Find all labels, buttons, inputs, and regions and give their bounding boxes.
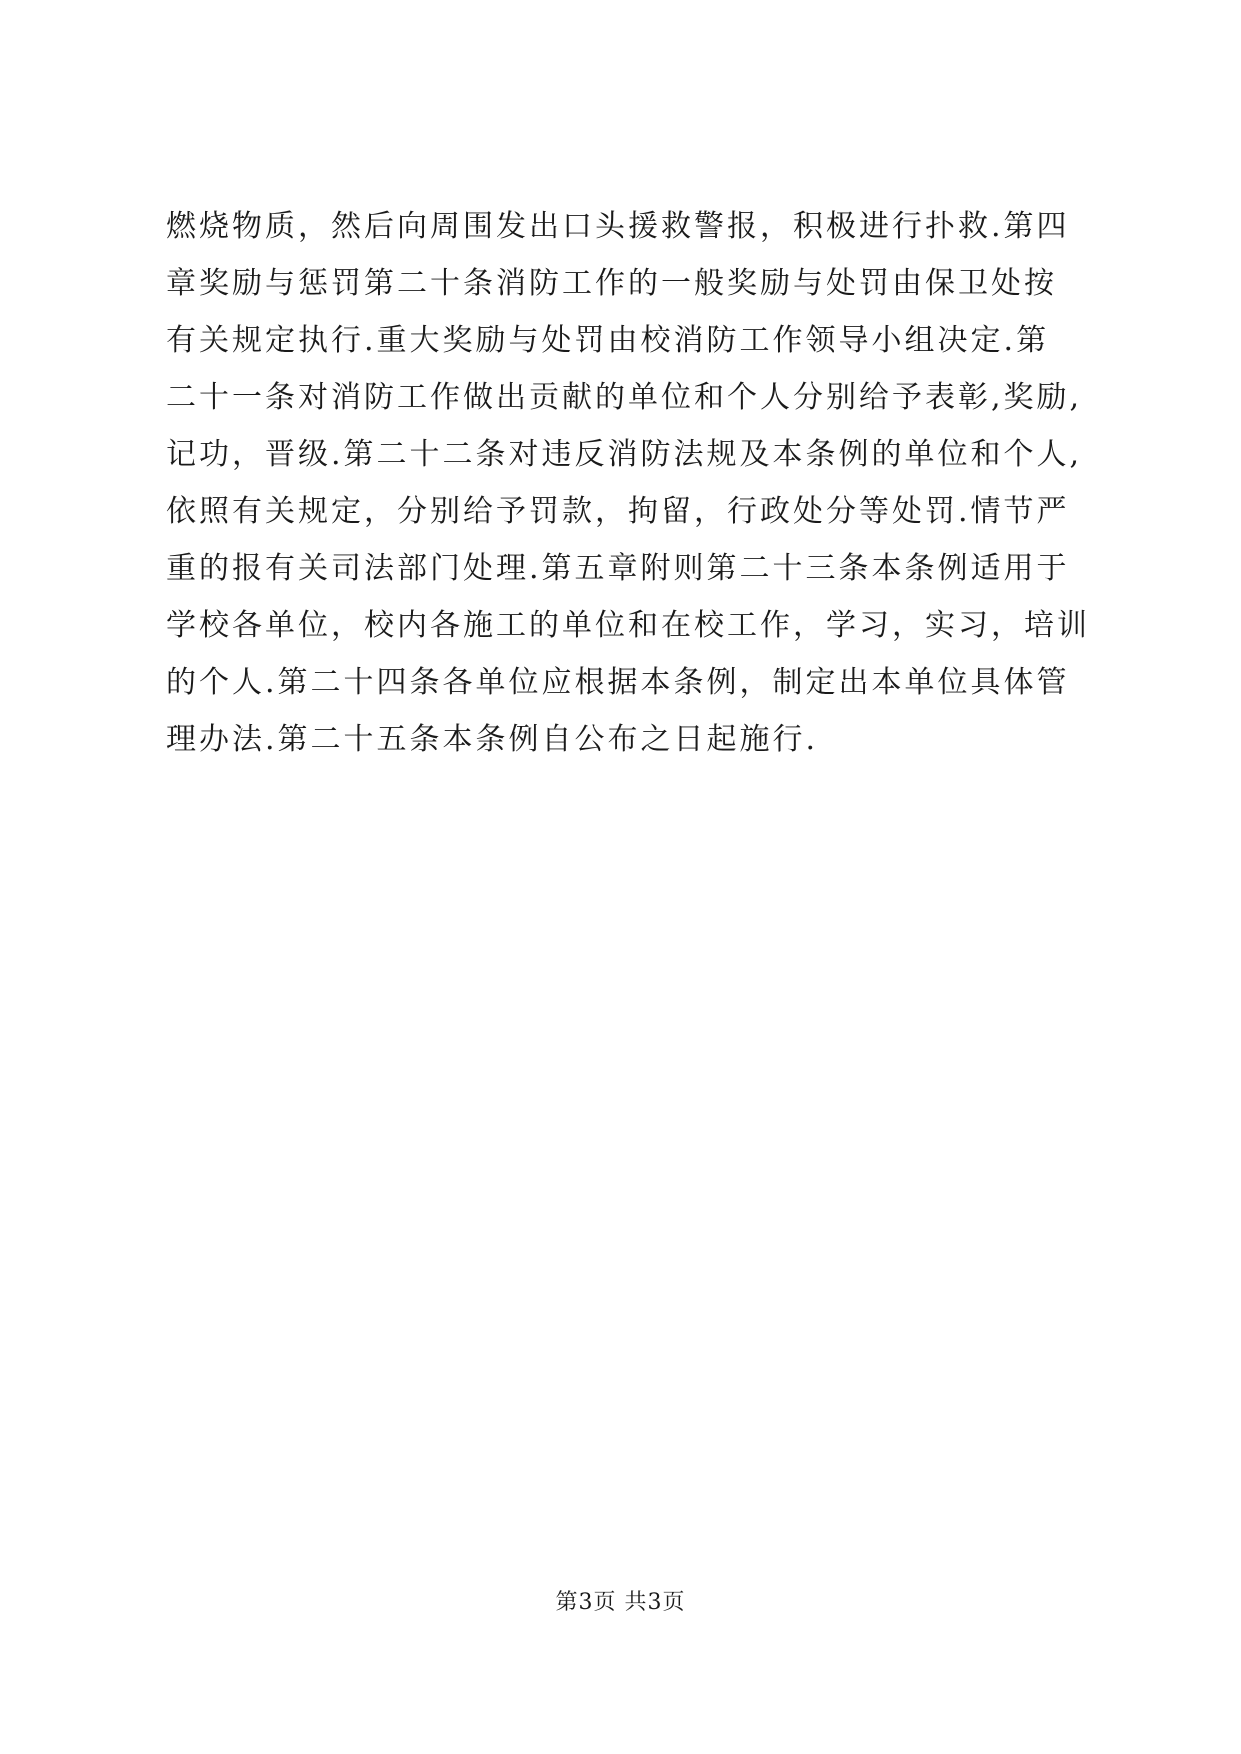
page-number-label: 第3页 共3页 bbox=[555, 1590, 686, 1615]
body-paragraph bbox=[166, 198, 1090, 768]
text-line: 重的报有关司法部门处理.第五章附则第二十三条本条例适用于 bbox=[166, 551, 1070, 586]
text-line: 燃烧物质，然后向周围发出口头援救警报，积极进行扑救.第四 bbox=[166, 209, 1070, 244]
text-line: 学校各单位，校内各施工的单位和在校工作，学习，实习，培训 bbox=[166, 608, 1090, 643]
text-line: 记功，晋级.第二十二条对违反消防法规及本条例的单位和个人, bbox=[166, 437, 1083, 472]
page-footer bbox=[0, 1588, 1241, 1618]
text-line: 理办法.第二十五条本条例自公布之日起施行. bbox=[166, 722, 819, 757]
text-line: 章奖励与惩罚第二十条消防工作的一般奖励与处罚由保卫处按 bbox=[166, 266, 1057, 301]
text-line: 二十一条对消防工作做出贡献的单位和个人分别给予表彰,奖励, bbox=[166, 380, 1083, 415]
text-line: 依照有关规定，分别给予罚款，拘留，行政处分等处罚.情节严 bbox=[166, 494, 1070, 529]
text-line: 有关规定执行.重大奖励与处罚由校消防工作领导小组决定.第 bbox=[166, 323, 1050, 358]
text-line: 的个人.第二十四条各单位应根据本条例，制定出本单位具体管 bbox=[166, 665, 1070, 700]
